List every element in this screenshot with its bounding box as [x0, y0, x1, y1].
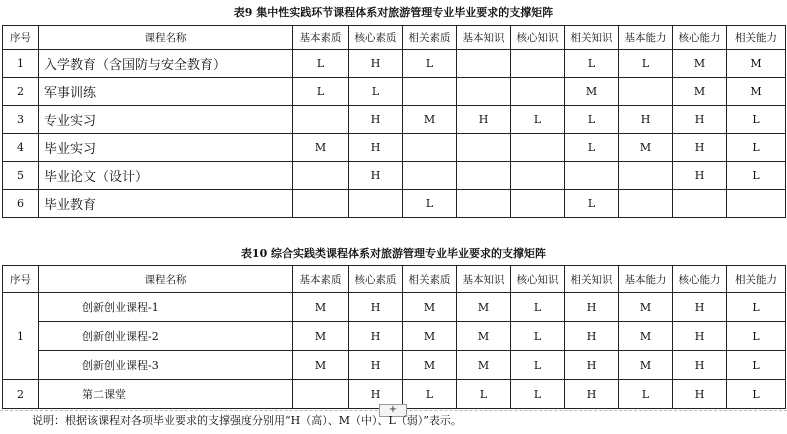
header-cell: 核心素质	[349, 26, 403, 50]
support-cell: H	[673, 293, 727, 322]
table10-header-row	[3, 266, 786, 293]
support-cell: H	[673, 162, 727, 190]
table-row	[3, 50, 786, 78]
support-cell	[403, 134, 457, 162]
note-text: 说明：根据该课程对各项毕业要求的支撑强度分别用“H（高）、M（中）、L（弱）”表示。	[32, 414, 462, 427]
header-cell: 基本能力	[619, 26, 673, 50]
support-cell: M	[619, 134, 673, 162]
support-cell: M	[457, 351, 511, 380]
support-cell: L	[403, 380, 457, 409]
table-row	[3, 106, 786, 134]
course-name: 毕业实习	[39, 134, 293, 162]
row-number: 1	[3, 293, 39, 380]
support-cell	[511, 50, 565, 78]
support-cell: L	[349, 78, 403, 106]
support-cell: L	[293, 78, 349, 106]
support-cell	[619, 162, 673, 190]
support-cell	[403, 78, 457, 106]
support-cell: H	[349, 322, 403, 351]
support-cell	[565, 162, 619, 190]
course-name: 专业实习	[39, 106, 293, 134]
header-cell: 相关能力	[727, 26, 786, 50]
course-name: 毕业论文（设计）	[39, 162, 293, 190]
header-cell: 序号	[3, 266, 39, 293]
support-cell: M	[403, 351, 457, 380]
course-name: 毕业教育	[39, 190, 293, 218]
course-name: 军事训练	[39, 78, 293, 106]
course-name: 创新创业课程-2	[39, 322, 293, 351]
row-number: 6	[3, 190, 39, 218]
row-number: 3	[3, 106, 39, 134]
support-cell	[403, 162, 457, 190]
table-row	[3, 322, 786, 351]
row-number: 4	[3, 134, 39, 162]
header-cell: 核心能力	[673, 26, 727, 50]
support-cell: L	[727, 106, 786, 134]
support-cell: L	[403, 190, 457, 218]
support-cell	[349, 190, 403, 218]
support-cell: L	[511, 293, 565, 322]
table-row	[3, 78, 786, 106]
header-cell: 核心知识	[511, 26, 565, 50]
support-cell: H	[565, 293, 619, 322]
support-cell: H	[673, 106, 727, 134]
header-cell: 基本素质	[293, 266, 349, 293]
support-cell: H	[349, 380, 403, 409]
support-cell: L	[565, 106, 619, 134]
support-cell: H	[673, 134, 727, 162]
support-cell: M	[619, 293, 673, 322]
table9-header-row	[3, 26, 786, 50]
table-row	[3, 190, 786, 218]
support-cell	[457, 78, 511, 106]
support-cell: M	[565, 78, 619, 106]
support-cell: L	[511, 380, 565, 409]
support-cell	[727, 190, 786, 218]
support-cell: H	[673, 351, 727, 380]
header-cell: 相关能力	[727, 266, 786, 293]
support-cell	[457, 50, 511, 78]
row-number: 1	[3, 50, 39, 78]
support-cell	[511, 134, 565, 162]
support-cell: L	[727, 351, 786, 380]
header-cell: 课程名称	[39, 26, 293, 50]
header-cell: 课程名称	[39, 266, 293, 293]
header-cell: 基本素质	[293, 26, 349, 50]
support-cell: M	[403, 106, 457, 134]
support-cell: M	[619, 351, 673, 380]
support-cell: H	[565, 322, 619, 351]
support-cell: M	[727, 78, 786, 106]
support-cell	[293, 380, 349, 409]
header-cell: 核心知识	[511, 266, 565, 293]
support-cell: M	[293, 134, 349, 162]
row-number: 2	[3, 380, 39, 409]
table9-title: 表9 集中性实践环节课程体系对旅游管理专业毕业要求的支撑矩阵	[233, 6, 554, 19]
support-cell	[619, 78, 673, 106]
support-cell: H	[565, 351, 619, 380]
support-cell	[619, 190, 673, 218]
support-cell: L	[565, 134, 619, 162]
support-cell: H	[565, 380, 619, 409]
table-row	[3, 351, 786, 380]
support-cell: M	[457, 293, 511, 322]
support-cell: L	[511, 106, 565, 134]
row-number: 5	[3, 162, 39, 190]
support-cell	[293, 190, 349, 218]
support-cell: L	[727, 380, 786, 409]
support-cell: M	[727, 50, 786, 78]
table10-title: 表10 综合实践类课程体系对旅游管理专业毕业要求的支撑矩阵	[240, 247, 547, 260]
support-cell: M	[293, 293, 349, 322]
support-cell: L	[619, 50, 673, 78]
support-cell	[293, 106, 349, 134]
support-cell: L	[727, 162, 786, 190]
table10	[2, 265, 786, 409]
course-name: 第二课堂	[39, 380, 293, 409]
course-name: 创新创业课程-3	[39, 351, 293, 380]
header-cell: 基本知识	[457, 26, 511, 50]
header-cell: 序号	[3, 26, 39, 50]
support-cell: M	[457, 322, 511, 351]
header-cell: 相关素质	[403, 26, 457, 50]
support-cell: M	[293, 322, 349, 351]
support-cell: L	[511, 351, 565, 380]
support-cell	[457, 134, 511, 162]
support-cell: L	[727, 134, 786, 162]
table-row	[3, 162, 786, 190]
support-cell: L	[511, 322, 565, 351]
support-cell: H	[619, 106, 673, 134]
support-cell: L	[619, 380, 673, 409]
table-row	[3, 293, 786, 322]
support-cell: H	[673, 322, 727, 351]
support-cell	[457, 162, 511, 190]
course-name: 创新创业课程-1	[39, 293, 293, 322]
support-cell: H	[349, 162, 403, 190]
header-cell: 基本知识	[457, 266, 511, 293]
support-cell	[673, 190, 727, 218]
support-cell: H	[349, 134, 403, 162]
support-cell: H	[349, 351, 403, 380]
support-cell: L	[565, 50, 619, 78]
support-cell: M	[403, 322, 457, 351]
support-cell: H	[349, 50, 403, 78]
add-row-button[interactable]: +	[379, 404, 407, 417]
support-cell: H	[349, 293, 403, 322]
header-cell: 相关知识	[565, 26, 619, 50]
support-cell	[511, 78, 565, 106]
table9	[2, 25, 786, 218]
support-cell: L	[727, 293, 786, 322]
support-cell	[457, 190, 511, 218]
support-cell: M	[619, 322, 673, 351]
row-number: 2	[3, 78, 39, 106]
support-cell: L	[457, 380, 511, 409]
course-name: 入学教育（含国防与安全教育）	[39, 50, 293, 78]
support-cell: H	[673, 380, 727, 409]
table-row	[3, 134, 786, 162]
support-cell: H	[349, 106, 403, 134]
support-cell: H	[457, 106, 511, 134]
support-cell: M	[403, 293, 457, 322]
support-cell: L	[727, 322, 786, 351]
header-cell: 相关知识	[565, 266, 619, 293]
header-cell: 相关素质	[403, 266, 457, 293]
header-cell: 基本能力	[619, 266, 673, 293]
support-cell: M	[673, 78, 727, 106]
support-cell	[293, 162, 349, 190]
support-cell: M	[293, 351, 349, 380]
support-cell: L	[403, 50, 457, 78]
header-cell: 核心能力	[673, 266, 727, 293]
support-cell	[511, 162, 565, 190]
support-cell	[511, 190, 565, 218]
header-cell: 核心素质	[349, 266, 403, 293]
support-cell: M	[673, 50, 727, 78]
support-cell: L	[565, 190, 619, 218]
support-cell: L	[293, 50, 349, 78]
